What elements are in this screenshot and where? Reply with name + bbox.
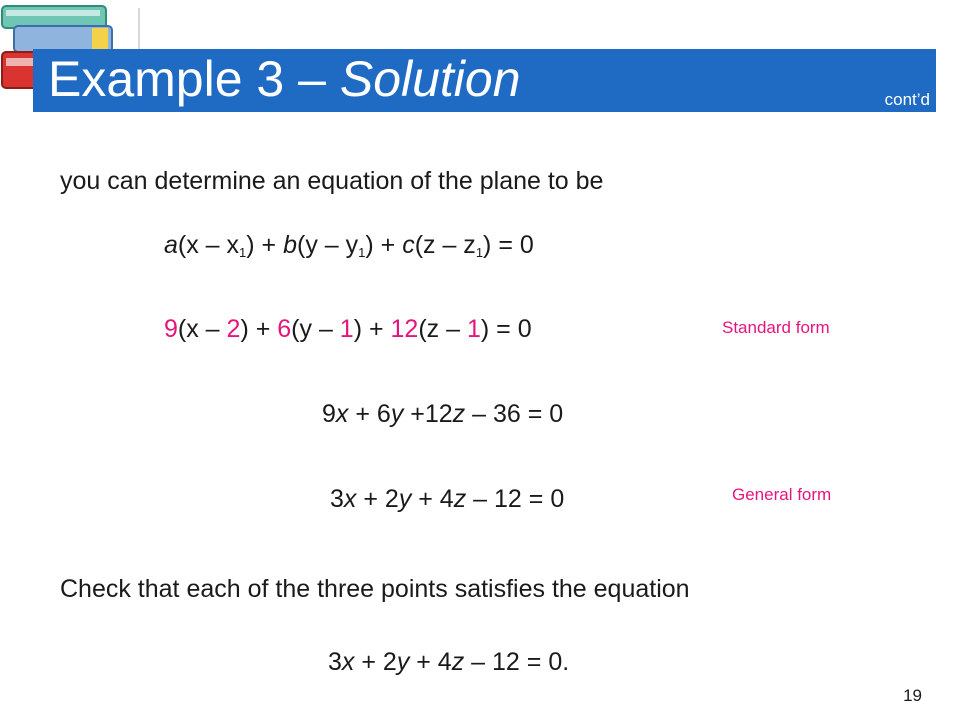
expanded-equation: 9x + 6y +12z – 36 = 0 <box>322 400 564 428</box>
final-equation: 3x + 2y + 4z – 12 = 0. <box>328 648 570 676</box>
general-plane-equation: $a(x - x_1) + b(y - y_1) + c(z - z_1) = 0$ <box>164 231 534 260</box>
header-divider <box>138 8 140 52</box>
title-main: Example 3 – <box>48 51 326 107</box>
page-number: 19 <box>903 686 922 705</box>
check-text: Check that each of the three points satisfies the equation <box>60 575 690 603</box>
intro-text: you can determine an equation of the plane to be <box>60 167 604 195</box>
title-italic: Solution <box>339 51 521 107</box>
page-title <box>48 48 521 110</box>
standard-form-label: Standard form <box>722 318 830 337</box>
continued-label: cont’d <box>884 90 930 109</box>
standard-form-equation: 9(x – 2) + 6(y – 1) + 12(z – 1) = 0 <box>164 315 532 343</box>
general-form-equation: 3x + 2y + 4z – 12 = 0 <box>330 485 565 513</box>
general-form-label: General form <box>732 485 832 504</box>
